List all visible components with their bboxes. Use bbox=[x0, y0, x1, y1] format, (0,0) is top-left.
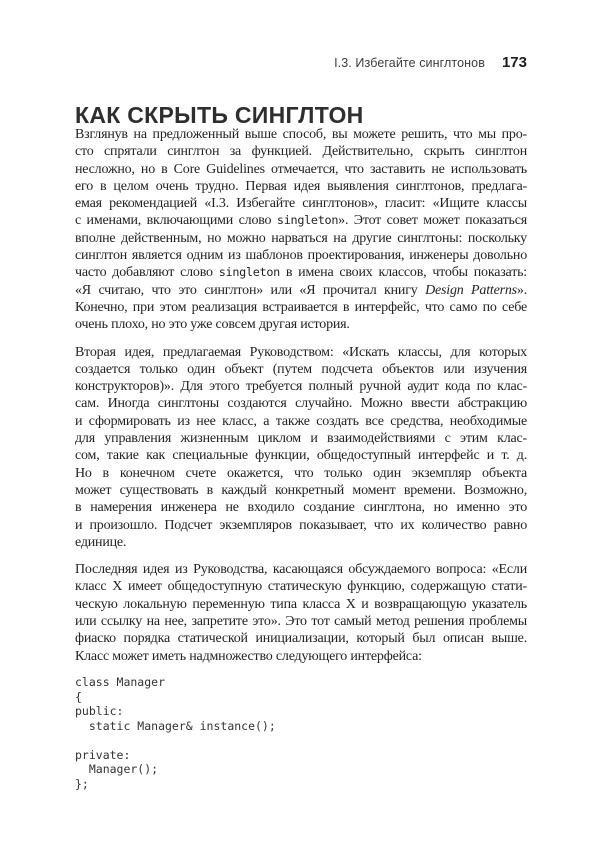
code-line: public: bbox=[75, 704, 124, 719]
paragraph bbox=[75, 126, 527, 334]
text-segment-mono: singleton bbox=[218, 265, 280, 280]
text-line bbox=[75, 596, 527, 613]
text-line bbox=[75, 126, 527, 143]
code-block bbox=[75, 675, 527, 792]
text-line bbox=[75, 195, 527, 212]
text-line bbox=[75, 161, 527, 178]
text-line bbox=[75, 264, 527, 281]
text-segment: емая рекомендацией «I.3. Избегайте синглтонов», гласит: «Ищите классы bbox=[75, 196, 527, 212]
text-body bbox=[75, 126, 527, 792]
text-line bbox=[75, 299, 527, 316]
text-segment: часто добавляют слово bbox=[75, 265, 219, 281]
text-line bbox=[75, 230, 527, 247]
text-segment: сам. Иногда синглтоны создаются случайно. Можно ввести абстракцию bbox=[75, 396, 527, 412]
text-segment: его в целом очень трудно. Первая идея выявления синглтонов, предлага- bbox=[75, 178, 527, 194]
text-segment: Взглянув на предложенный выше способ, вы можете решить, что мы про- bbox=[75, 127, 527, 142]
text-segment-mono: singleton bbox=[276, 213, 339, 228]
code-line: static Manager& instance(); bbox=[75, 718, 276, 733]
text-line bbox=[75, 316, 527, 333]
text-segment: Конечно, при этом реализация встраивается в интерфейс, что само по себе bbox=[75, 299, 527, 315]
text-segment: ». Этот совет может показаться bbox=[338, 213, 527, 229]
code-line bbox=[75, 733, 527, 748]
text-segment: с именами, включающими слово bbox=[75, 213, 277, 229]
text-line bbox=[75, 143, 527, 160]
text-segment: Но в конечном счете окажется, что только один экземпляр объекта bbox=[75, 465, 527, 481]
text-line bbox=[75, 561, 527, 578]
text-line bbox=[75, 465, 527, 482]
text-segment: сом, такие как специальные функции, общедоступный интерфейс и т. д. bbox=[75, 448, 527, 464]
text-segment: синглтон является одним из шаблонов проектирования, инженеры довольно bbox=[75, 248, 527, 264]
text-segment: и произошло. Подсчет экземпляров показывает, что их количество равно bbox=[75, 517, 527, 533]
text-line bbox=[75, 413, 527, 430]
text-line bbox=[75, 378, 527, 395]
paragraph bbox=[75, 561, 527, 665]
text-segment: класс X имеет общедоступную статическую функцию, содержащую стати- bbox=[75, 579, 527, 595]
text-line bbox=[75, 517, 527, 534]
code-line: class Manager bbox=[75, 674, 166, 689]
text-line bbox=[75, 630, 527, 647]
text-line bbox=[75, 578, 527, 595]
text-line bbox=[75, 361, 527, 378]
text-segment: создается только один объект (путем подсчета объектов или изучения bbox=[75, 361, 527, 377]
section-title: КАК СКРЫТЬ СИНГЛТОН bbox=[75, 102, 364, 129]
running-head bbox=[75, 54, 527, 71]
text-line bbox=[75, 247, 527, 264]
text-line bbox=[75, 212, 527, 229]
text-segment: Последняя идея из Руководства, касающаяся обсуждаемого вопроса: «Если bbox=[75, 562, 527, 578]
text-segment: Класс может иметь надмножество следующего интерфейса: bbox=[75, 648, 422, 664]
text-segment: фиаско порядка статической инициализации, который был описан выше. bbox=[75, 631, 527, 647]
text-line bbox=[75, 534, 527, 551]
code-line: }; bbox=[75, 777, 89, 792]
text-segment: в намерения инженера не входило создание синглтона, но именно это bbox=[75, 500, 527, 516]
text-line bbox=[75, 482, 527, 499]
text-line bbox=[75, 499, 527, 516]
code-line: Manager(); bbox=[75, 762, 159, 777]
text-line bbox=[75, 648, 527, 665]
text-segment: или ссылку на нее, запретите это». Это тот самый метод решения проблемы bbox=[75, 614, 527, 630]
text-line bbox=[75, 178, 527, 195]
text-segment: сто спрятали синглтон за функцией. Действительно, скрыть синглтон bbox=[75, 144, 527, 160]
text-segment: для управления жизненным циклом и взаимодействиями с этим клас- bbox=[75, 431, 527, 447]
paragraphs bbox=[75, 126, 527, 665]
text-segment: несложно, но в Core Guidelines отмечается, что заставить не использовать bbox=[75, 161, 527, 177]
text-segment: конструкторов)». Для этого требуется полный ручной аудит кода по клас- bbox=[75, 379, 527, 395]
text-segment: ческую локальную переменную типа класса X и возвращающую указатель bbox=[75, 596, 527, 612]
running-head-chapter: I.3. Избегайте синглтонов bbox=[334, 56, 485, 70]
text-segment-italic: Design Patterns bbox=[425, 282, 517, 298]
text-segment: очень плохо, но это уже совсем другая история. bbox=[75, 317, 350, 333]
text-segment: может существовать в каждый конкретный момент времени. Возможно, bbox=[75, 482, 527, 498]
text-line bbox=[75, 282, 527, 299]
text-segment: «Я считаю, что это синглтон» или «Я прочитал книгу bbox=[75, 282, 426, 298]
text-segment: и сформировать из нее класс, а также создать все средства, необходимые bbox=[75, 413, 527, 429]
text-line bbox=[75, 613, 527, 630]
paragraph bbox=[75, 344, 527, 552]
text-segment: Вторая идея, предлагаемая Руководством: «Искать классы, для которых bbox=[75, 344, 527, 360]
page-number: 173 bbox=[501, 54, 527, 71]
text-line bbox=[75, 430, 527, 447]
text-line bbox=[75, 395, 527, 412]
code-line: private: bbox=[75, 747, 131, 762]
text-line bbox=[75, 447, 527, 464]
text-segment: единице. bbox=[75, 534, 127, 550]
text-line bbox=[75, 344, 527, 361]
text-segment: ». bbox=[516, 282, 527, 298]
code-line: { bbox=[75, 689, 82, 704]
text-segment: в имена своих классов, чтобы показать: bbox=[279, 265, 528, 281]
text-segment: вполне действенным, но можно нарваться на другие синглтоны: поскольку bbox=[75, 230, 527, 246]
